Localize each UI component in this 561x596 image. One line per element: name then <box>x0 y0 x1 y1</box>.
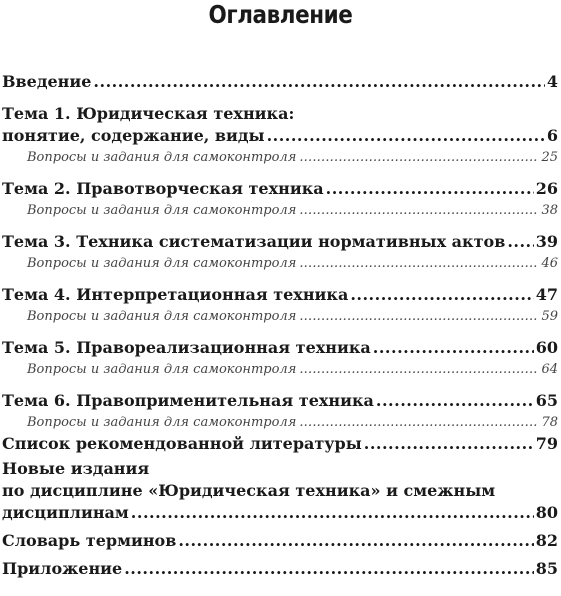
dot-leader <box>299 306 538 327</box>
dot-leader <box>507 231 533 253</box>
toc-entry-title: Тема 5. Правореализационная техника <box>2 338 371 357</box>
dot-leader <box>299 147 538 168</box>
toc-entry-topic1[interactable] <box>2 125 558 147</box>
toc-subentry-title: Вопросы и задания для самоконтроля <box>27 362 297 377</box>
toc-entry-title: понятие, содержание, виды <box>2 126 265 145</box>
toc-page-number: 47 <box>535 285 558 304</box>
toc-entry-topic4[interactable] <box>2 284 558 306</box>
toc-subentry-title: Вопросы и задания для самоконтроля <box>27 203 297 218</box>
toc-page-number: 38 <box>541 203 558 218</box>
toc-page-number: 39 <box>535 232 558 251</box>
dot-leader <box>131 502 534 524</box>
toc-page-number: 64 <box>541 362 558 377</box>
dot-leader <box>326 178 534 200</box>
toc-entry-topic1-line1[interactable]: Тема 1. Юридическая техника: <box>2 104 295 123</box>
dot-leader <box>299 253 538 274</box>
toc-entry-appendix[interactable] <box>2 558 558 580</box>
dot-leader <box>93 71 544 93</box>
toc-page-number: 85 <box>535 559 558 578</box>
toc-page-number: 6 <box>546 126 558 145</box>
toc-subentry-topic6[interactable] <box>2 412 558 433</box>
dot-leader <box>124 558 534 580</box>
dot-leader <box>267 125 545 147</box>
toc-entry-title: Словарь терминов <box>2 531 177 550</box>
toc-entry-title: Список рекомендованной литературы <box>2 434 362 453</box>
toc-entry-topic2[interactable] <box>2 178 558 200</box>
dot-leader <box>178 530 533 552</box>
toc-entry-title: Приложение <box>2 559 123 578</box>
toc-subentry-topic2[interactable] <box>2 200 558 221</box>
toc-entry-title: Тема 2. Правотворческая техника <box>2 179 324 198</box>
toc-page-number: 78 <box>541 415 558 430</box>
toc-subentry-topic5[interactable] <box>2 359 558 380</box>
toc-entry-topic3[interactable] <box>2 231 558 253</box>
toc-entry-intro[interactable] <box>2 71 558 93</box>
toc-page-number: 65 <box>535 391 558 410</box>
toc-entry-new-editions-line2[interactable]: по дисциплине «Юридическая техника» и смежным <box>2 481 496 500</box>
dot-leader <box>299 359 538 380</box>
toc-entry-new-editions-line1[interactable]: Новые издания <box>2 459 150 478</box>
table-of-contents <box>2 71 558 580</box>
toc-subentry-topic1[interactable] <box>2 147 558 168</box>
toc-subentry-topic4[interactable] <box>2 306 558 327</box>
toc-subentry-title: Вопросы и задания для самоконтроля <box>27 150 297 165</box>
toc-entry-literature[interactable] <box>2 433 558 455</box>
toc-page-number: 82 <box>535 531 558 550</box>
toc-page-number: 46 <box>541 256 558 271</box>
toc-entry-topic5[interactable] <box>2 337 558 359</box>
toc-page-number: 59 <box>541 309 558 324</box>
dot-leader <box>299 412 538 433</box>
dot-leader <box>364 433 534 455</box>
toc-page-number: 80 <box>535 503 558 522</box>
toc-subentry-title: Вопросы и задания для самоконтроля <box>27 256 297 271</box>
toc-entry-title: Введение <box>2 72 92 91</box>
toc-entry-title: Тема 3. Техника систематизации нормативных актов <box>2 232 506 251</box>
toc-page-number: 60 <box>535 338 558 357</box>
dot-leader <box>376 390 534 412</box>
toc-entry-glossary[interactable] <box>2 530 558 552</box>
page-title: Оглавление <box>208 0 353 29</box>
toc-page-number: 26 <box>535 179 558 198</box>
toc-subentry-topic3[interactable] <box>2 253 558 274</box>
dot-leader <box>299 200 538 221</box>
toc-entry-title: Тема 4. Интерпретационная техника <box>2 285 349 304</box>
toc-entry-new-editions[interactable] <box>2 502 558 524</box>
toc-entry-title: дисциплинам <box>2 503 129 522</box>
toc-entry-topic6[interactable] <box>2 390 558 412</box>
dot-leader <box>373 337 534 359</box>
toc-entry-title: Тема 6. Правоприменительная техника <box>2 391 374 410</box>
toc-subentry-title: Вопросы и задания для самоконтроля <box>27 309 297 324</box>
dot-leader <box>350 284 533 306</box>
toc-page-number: 79 <box>535 434 558 453</box>
toc-subentry-title: Вопросы и задания для самоконтроля <box>27 415 297 430</box>
toc-page-number: 25 <box>541 150 558 165</box>
toc-page-number: 4 <box>546 72 558 91</box>
